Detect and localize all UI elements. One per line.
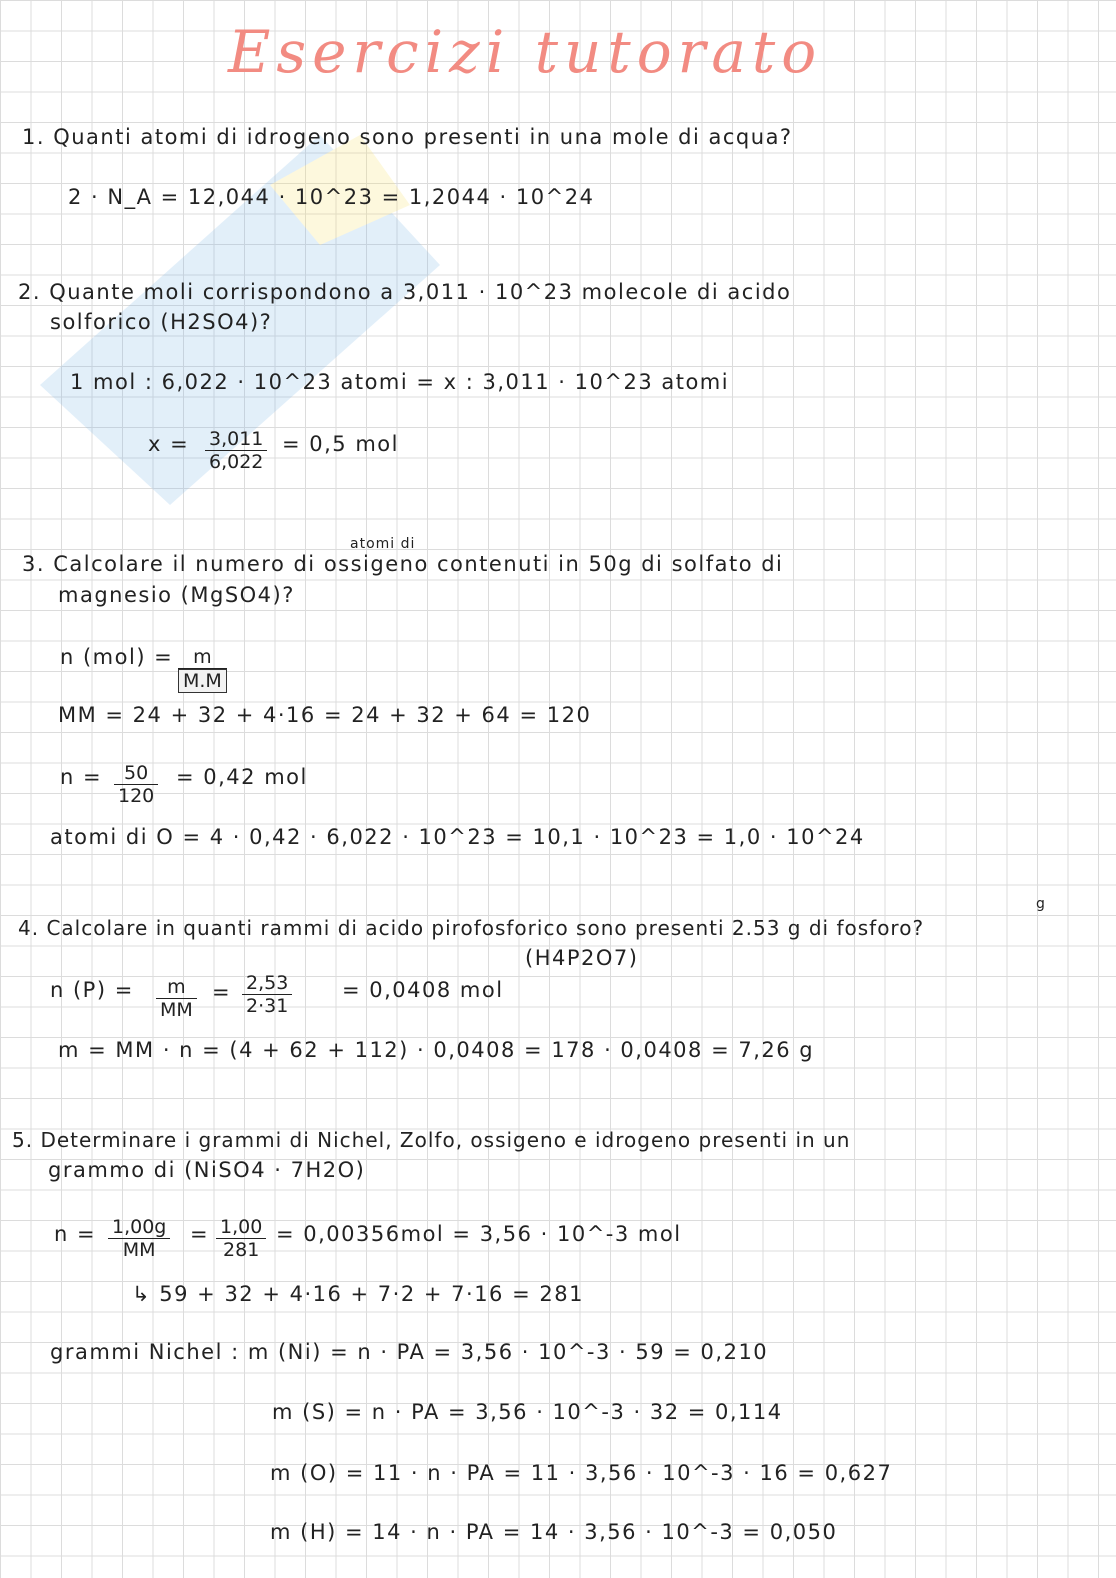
ex5-equals: =	[190, 1222, 210, 1246]
ex3-question-line2: magnesio (MgSO4)?	[58, 583, 295, 607]
ex4-fraction-2	[242, 972, 292, 1017]
ex5-f2-num: 1,00	[216, 1216, 266, 1239]
ex4-question-line1: 4. Calcolare in quanti rammi di acido pirofosforico sono presenti 2.53 g di fosforo?	[18, 916, 925, 940]
ex3-n2-result: = 0,42 mol	[176, 765, 308, 789]
ex5-nichel-line: grammi Nichel : m (Ni) = n · PA = 3,56 · 10^-3 · 59 = 0,210	[50, 1340, 769, 1364]
ex3-annotation: atomi di	[350, 536, 416, 552]
ex4-f2-den: 2·31	[246, 995, 289, 1017]
ex3-n-fraction	[178, 646, 227, 693]
ex5-f1-den: MM	[122, 1239, 156, 1261]
ex4-f2-num: 2,53	[242, 972, 292, 995]
ex5-f1-num: 1,00g	[108, 1216, 170, 1239]
ex3-n-den: M.M	[178, 669, 227, 693]
ex2-x-label: x =	[148, 432, 190, 456]
ex1-question: 1. Quanti atomi di idrogeno sono presenti in una mole di acqua?	[22, 125, 793, 149]
ex2-question-line2: solforico (H2SO4)?	[50, 310, 273, 334]
ex5-fraction-2	[216, 1216, 266, 1261]
ex4-n-result: = 0,0408 mol	[342, 978, 504, 1002]
ex3-atoms-line: atomi di O = 4 · 0,42 · 6,022 · 10^23 = 10,1 · 10^23 = 1,0 · 10^24	[50, 825, 865, 849]
ex2-question-line1: 2. Quante moli corrispondono a 3,011 · 10^23 molecole di acido	[18, 280, 792, 304]
ex5-fraction-1	[108, 1216, 170, 1261]
ex5-f2-den: 281	[223, 1239, 260, 1261]
ex4-insert: g	[1036, 896, 1046, 912]
ex2-fraction-den: 6,022	[209, 451, 264, 473]
ex4-equals: =	[212, 980, 232, 1004]
ex2-result: = 0,5 mol	[282, 432, 399, 456]
ex3-n2-label: n =	[60, 765, 103, 789]
ex4-fraction-1	[156, 976, 197, 1021]
ex5-question-line1: 5. Determinare i grammi di Nichel, Zolfo, ossigeno e idrogeno presenti in un	[12, 1128, 851, 1152]
ex3-n-label: n (mol) =	[60, 645, 174, 669]
ex2-fraction	[205, 428, 267, 473]
ex4-n-label: n (P) =	[50, 978, 134, 1002]
ex1-answer: 2 · N_A = 12,044 · 10^23 = 1,2044 · 10^24	[68, 185, 595, 209]
ex5-hydrogen-line: m (H) = 14 · n · PA = 14 · 3,56 · 10^-3 = 0,050	[270, 1520, 838, 1544]
ex4-formula: (H4P2O7)	[525, 946, 639, 970]
ex2-fraction-num: 3,011	[205, 428, 267, 451]
ex4-f1-den: MM	[160, 999, 193, 1021]
ex5-n-result: = 0,00356mol = 3,56 · 10^-3 mol	[276, 1222, 682, 1246]
ex5-mm-line: ↳ 59 + 32 + 4·16 + 7·2 + 7·16 = 281	[132, 1282, 584, 1306]
ex5-oxygen-line: m (O) = 11 · n · PA = 11 · 3,56 · 10^-3 · 16 = 0,627	[270, 1461, 893, 1485]
ex3-n2-num: 50	[114, 762, 158, 785]
page-title: Esercizi tutorato	[228, 18, 823, 86]
ex2-proportion: 1 mol : 6,022 · 10^23 atomi = x : 3,011 · 10^23 atomi	[70, 370, 730, 394]
ex3-question-line1: 3. Calcolare il numero di ossigeno contenuti in 50g di solfato di	[22, 552, 784, 576]
ex3-mm-line: MM = 24 + 32 + 4·16 = 24 + 32 + 64 = 120	[58, 703, 592, 727]
ex3-n2-den: 120	[118, 785, 155, 807]
ex5-question-line2: grammo di (NiSO4 · 7H2O)	[48, 1158, 366, 1182]
ex3-n-num: m	[178, 646, 227, 669]
ex5-sulfur-line: m (S) = n · PA = 3,56 · 10^-3 · 32 = 0,114	[272, 1400, 783, 1424]
ex5-n-label: n =	[54, 1222, 97, 1246]
ex4-f1-num: m	[156, 976, 197, 999]
ex4-mass-line: m = MM · n = (4 + 62 + 112) · 0,0408 = 178 · 0,0408 = 7,26 g	[58, 1038, 815, 1062]
ex3-n2-fraction	[114, 762, 158, 807]
